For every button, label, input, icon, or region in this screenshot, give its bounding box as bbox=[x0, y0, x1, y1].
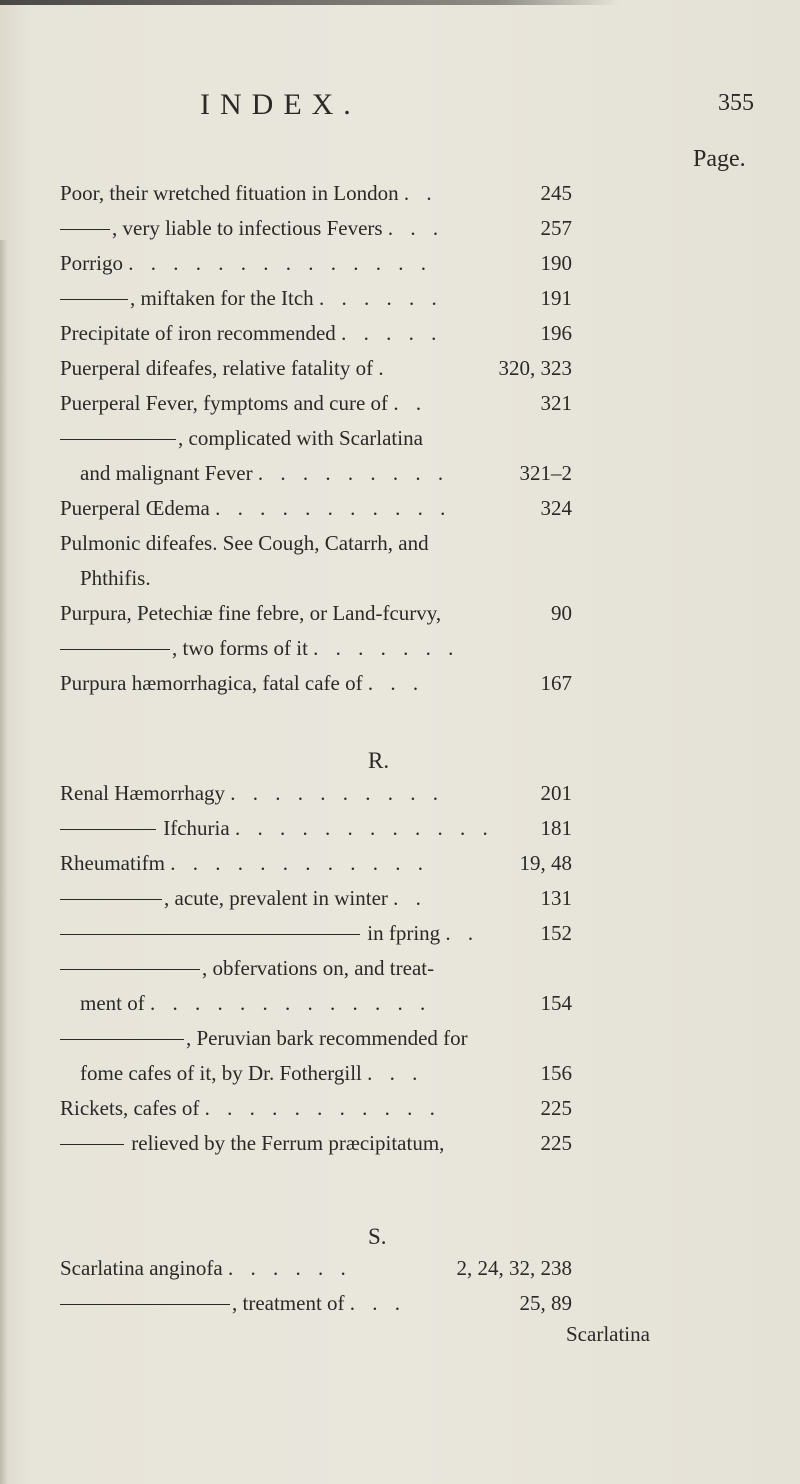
section-letter-r: R. bbox=[368, 748, 390, 773]
entry-text: Purpura, Petechiæ fine febre, or Land-fcurvy, bbox=[60, 601, 442, 625]
entry-text: , Peruvian bark recommended for bbox=[186, 1026, 468, 1050]
index-entry bbox=[0, 247, 800, 279]
leader-dots: . bbox=[378, 356, 390, 380]
index-entry bbox=[0, 457, 800, 489]
index-entry bbox=[0, 1287, 800, 1319]
entry-page: 196 bbox=[540, 321, 572, 345]
entry-text: , very liable to infectious Fevers bbox=[112, 216, 383, 240]
entry-text: Renal Hæmorrhagy bbox=[60, 781, 226, 805]
leader-dots: . . bbox=[393, 886, 427, 910]
leader-dots: . . . bbox=[367, 1061, 424, 1085]
entry-text: , two forms of it bbox=[172, 636, 308, 660]
index-entry bbox=[0, 1057, 800, 1089]
leader-dots: . . . . . . . . . bbox=[257, 461, 450, 485]
index-entry bbox=[0, 632, 800, 664]
index-entry bbox=[0, 352, 800, 384]
entry-text: Porrigo bbox=[60, 251, 123, 275]
leader-dots: . . . . . bbox=[341, 321, 443, 345]
section-letter-s: S. bbox=[368, 1224, 387, 1249]
entry-page: 201 bbox=[540, 781, 572, 805]
entry-text: fome cafes of it, by Dr. Fothergill bbox=[80, 1061, 362, 1085]
entry-text: , miftaken for the Itch bbox=[130, 286, 314, 310]
entry-page: 257 bbox=[540, 216, 572, 240]
index-entry bbox=[0, 882, 800, 914]
index-entry bbox=[0, 597, 800, 629]
index-entry bbox=[0, 777, 800, 809]
ditto-rule bbox=[60, 229, 110, 230]
entry-text: Rheumatifm bbox=[60, 851, 165, 875]
top-rule bbox=[0, 0, 620, 5]
index-entry bbox=[0, 1127, 800, 1159]
index-entry bbox=[0, 317, 800, 349]
leader-dots: . . bbox=[445, 921, 480, 945]
entry-page: 167 bbox=[540, 671, 572, 695]
ditto-rule bbox=[60, 899, 162, 900]
entry-page: 90 bbox=[551, 601, 572, 625]
leader-dots: . . . . . . . . . . . bbox=[215, 496, 452, 520]
entry-page: 245 bbox=[540, 181, 572, 205]
entry-page: 152 bbox=[540, 921, 572, 945]
entry-text: Phthifis. bbox=[80, 566, 151, 590]
entry-page: 156 bbox=[540, 1061, 572, 1085]
ditto-rule bbox=[60, 1304, 230, 1305]
leader-dots: . . . . . . . . . . bbox=[230, 781, 445, 805]
index-entry bbox=[0, 527, 800, 559]
leader-dots: . . . . . . . bbox=[313, 636, 460, 660]
entry-page: 19, 48 bbox=[519, 851, 572, 875]
catchword: Scarlatina bbox=[566, 1322, 650, 1346]
entry-text: relieved by the Ferrum præcipitatum, bbox=[131, 1131, 445, 1155]
index-entry bbox=[0, 177, 800, 209]
ditto-rule bbox=[60, 1144, 124, 1145]
leader-dots: . . . bbox=[349, 1291, 407, 1315]
entry-page: 225 bbox=[540, 1096, 572, 1120]
entry-text: Purpura hæmorrhagica, fatal cafe of bbox=[60, 671, 363, 695]
entry-page: 25, 89 bbox=[519, 1291, 572, 1315]
entry-page: 181 bbox=[540, 816, 572, 840]
entry-text: Scarlatina anginofa bbox=[60, 1256, 223, 1280]
entry-page: 321–2 bbox=[519, 461, 572, 485]
entry-text: Precipitate of iron recommended bbox=[60, 321, 336, 345]
entry-text: Ifchuria bbox=[163, 816, 230, 840]
entry-page: 320, 323 bbox=[498, 356, 572, 380]
ditto-rule bbox=[60, 299, 128, 300]
index-entry bbox=[0, 1252, 800, 1284]
index-entry bbox=[0, 812, 800, 844]
entry-text: Puerperal Fever, fymptoms and cure of bbox=[60, 391, 389, 415]
leader-dots: . . . . . . . . . . . . . . bbox=[128, 251, 432, 275]
entry-text: , acute, prevalent in winter bbox=[164, 886, 388, 910]
leader-dots: . . . . . . bbox=[227, 1256, 352, 1280]
leader-dots: . . . . . . . . . . . . bbox=[234, 816, 494, 840]
running-head: INDEX. bbox=[200, 88, 361, 121]
entry-text: Poor, their wretched fituation in London bbox=[60, 181, 399, 205]
page-number: 355 bbox=[718, 90, 754, 116]
leader-dots: . . bbox=[393, 391, 428, 415]
index-entry bbox=[0, 987, 800, 1019]
index-entry bbox=[0, 667, 800, 699]
entry-text: , complicated with Scarlatina bbox=[178, 426, 423, 450]
entry-text: Puerperal difeafes, relative fatality of bbox=[60, 356, 374, 380]
entry-text: ment of bbox=[80, 991, 145, 1015]
leader-dots: . . . . . . . . . . . bbox=[204, 1096, 441, 1120]
index-entry bbox=[0, 952, 800, 984]
index-entry bbox=[0, 562, 800, 594]
entry-text: in fpring bbox=[367, 921, 441, 945]
entry-page: 190 bbox=[540, 251, 572, 275]
ditto-rule bbox=[60, 934, 360, 935]
entry-page: 2, 24, 32, 238 bbox=[456, 1256, 572, 1280]
entry-page: 324 bbox=[540, 496, 572, 520]
leader-dots: . . . . . . . . . . . . bbox=[170, 851, 429, 875]
page-column-label: Page. bbox=[693, 146, 746, 172]
index-entry bbox=[0, 1092, 800, 1124]
index-entry bbox=[0, 492, 800, 524]
entry-page: 225 bbox=[540, 1131, 572, 1155]
entry-page: 321 bbox=[540, 391, 572, 415]
ditto-rule bbox=[60, 829, 156, 830]
leader-dots: . . . bbox=[387, 216, 445, 240]
entry-page: 154 bbox=[540, 991, 572, 1015]
ditto-rule bbox=[60, 439, 176, 440]
leader-dots: . . . . . . bbox=[318, 286, 443, 310]
entry-text: and malignant Fever bbox=[80, 461, 253, 485]
leader-dots: . . . . . . . . . . . . . bbox=[149, 991, 432, 1015]
ditto-rule bbox=[60, 1039, 184, 1040]
index-entry bbox=[0, 422, 800, 454]
index-entry bbox=[0, 847, 800, 879]
leader-dots: . . bbox=[403, 181, 438, 205]
index-entry bbox=[0, 387, 800, 419]
index-entry bbox=[0, 212, 800, 244]
entry-text: Pulmonic difeafes. See Cough, Catarrh, and bbox=[60, 531, 429, 555]
entry-page: 191 bbox=[540, 286, 572, 310]
ditto-rule bbox=[60, 969, 200, 970]
entry-text: , obfervations on, and treat- bbox=[202, 956, 435, 980]
index-entry bbox=[0, 1022, 800, 1054]
entry-page: 131 bbox=[540, 886, 572, 910]
ditto-rule bbox=[60, 649, 170, 650]
entry-text: Rickets, cafes of bbox=[60, 1096, 200, 1120]
index-entry bbox=[0, 282, 800, 314]
entry-text: Puerperal Œdema bbox=[60, 496, 210, 520]
index-entry bbox=[0, 917, 800, 949]
entry-text: , treatment of bbox=[232, 1291, 345, 1315]
leader-dots: . . . bbox=[367, 671, 425, 695]
